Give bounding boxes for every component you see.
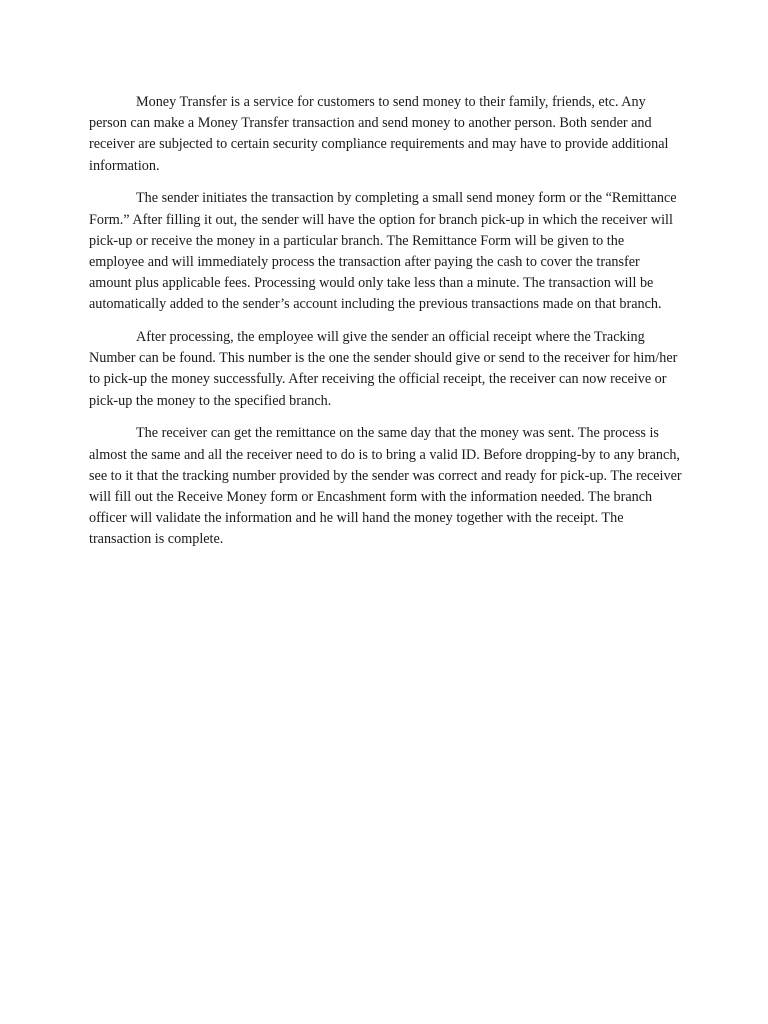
paragraph-sender: The sender initiates the transaction by completing a small send money form or the “Remittance Form.” After filling it out, the sender will have the option for branch pick-up in which the receiver will pick-up or receive the money in a particular branch. The Remittance Form will be given to the employee and will immediately process the transaction after paying the cash to cover the transfer amount plus applicable fees. Processing would only take less than a minute. The transaction will be automatically added to the sender’s account including the previous transactions made on that branch.: [89, 190, 677, 313]
paragraph-processing: After processing, the employee will give the sender an official receipt where the Tracking Number can be found. This number is the one the sender should give or send to the receiver for him/her to pick-up the money successfully. After receiving the official receipt, the receiver can now receive or pick-up the money to the specified branch.: [89, 329, 678, 409]
paragraph-receiver: The receiver can get the remittance on the same day that the money was sent. The process is almost the same and all the receiver need to do is to bring a valid ID. Before dropping-by to any branch, see to it that the tracking number provided by the sender was correct and ready for pick-up. The receiver will fill out the Receive Money form or Encashment form with the information needed. The branch officer will validate the information and he will hand the money together with the receipt. The transaction is complete.: [89, 425, 682, 548]
paragraph-intro: Money Transfer is a service for customers to send money to their family, friends, etc. Any person can make a Money Transfer transaction and send money to another person. Both sender and receiver are subjected to certain security compliance requirements and may have to provide additional information.: [89, 94, 669, 174]
